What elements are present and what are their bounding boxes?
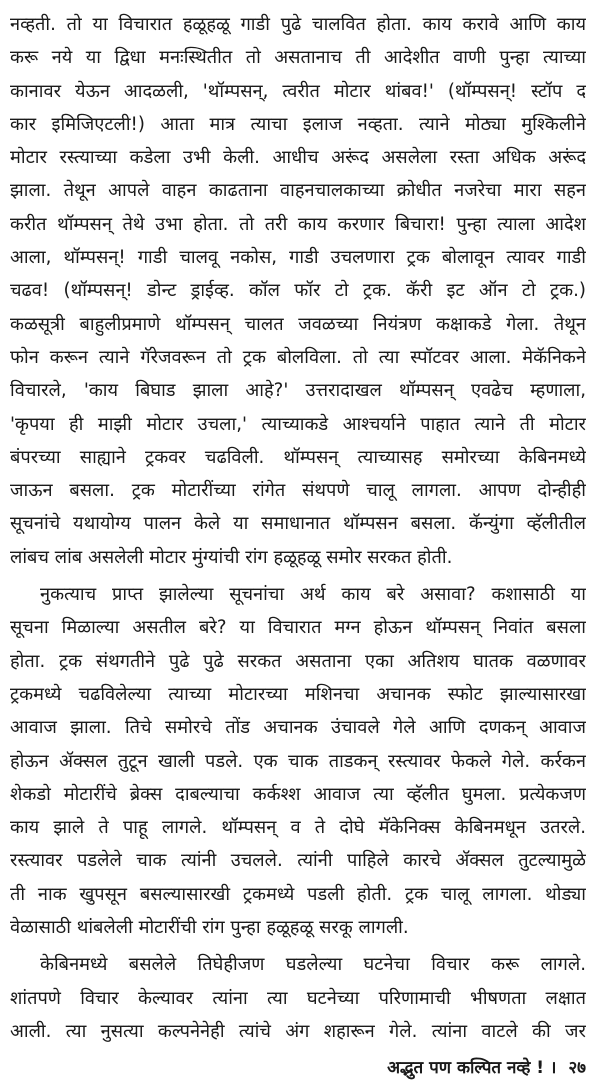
- text-line: करू नये या द्विधा मनःस्थितीत तो असतानाच ती आदेशीत वाणी पुन्हा त्याच्या: [10, 47, 586, 69]
- text-line: विचारले, 'काय बिघाड झाला आहे?' उत्तरादाखल थॉम्पसन् एवढेच म्हणाला,: [10, 380, 586, 402]
- page-footer: [387, 1055, 586, 1078]
- paragraph-3: [10, 948, 586, 1048]
- text-line: होऊन ॲक्सल तुटून खाली पडले. एक चाक ताडकन् रस्त्यावर फेकले गेले. कर्रकन: [10, 750, 586, 772]
- text-line: होता. ट्रक संथगतीने पुढे पुढे सरकत असताना एका अतिशय घातक वळणावर: [10, 650, 586, 672]
- text-line: शांतपणे विचार केल्यावर त्यांना त्या घटनेच्या परिणामाची भीषणता लक्षात: [10, 987, 586, 1009]
- text-line: कानावर येऊन आदळली, 'थॉम्पसन्, त्वरीत मोटार थांबव!' (थॉम्पसन्! स्टॉप द: [10, 80, 586, 102]
- text-line: आली. त्या नुसत्या कल्पनेनेही त्यांचे अंग शहारून गेले. त्यांना वाटले की जर: [10, 1020, 586, 1042]
- text-line: चढव! (थॉम्पसन्! डोन्ट ड्राईव्ह. कॉल फॉर टो ट्रक. कॅरी इट ऑन टो ट्रक.): [10, 280, 586, 302]
- footer-separator: ।: [549, 1058, 557, 1078]
- text-line: बंपरच्या साह्याने ट्रकवर चढविली. थॉम्पसन् त्याच्यासह समोरच्या केबिनमध्ये: [10, 446, 586, 468]
- text-line: ट्रकमध्ये चढविलेल्या त्याच्या मोटारच्या मशिनचा अचानक स्फोट झाल्यासारखा: [10, 683, 586, 705]
- running-title: अद्भुत पण कल्पित नव्हे !: [387, 1058, 545, 1078]
- text-line: सूचनांचे यथायोग्य पालन केले या समाधानात थॉम्पसन बसला. कॅन्युंगा व्हॅलीतील: [10, 513, 586, 535]
- text-line: नुकत्याच प्राप्त झालेल्या सूचनांचा अर्थ काय बरे असावा? कशासाठी या: [40, 584, 586, 606]
- paragraph-2: [10, 578, 586, 944]
- text-line: आला, थॉम्पसन्! गाडी चालवू नकोस, गाडी उचलणारा ट्रक बोलावून त्यावर गाडी: [10, 247, 586, 269]
- text-line: शेकडो मोटारींचे ब्रेक्स दाबल्याचा कर्कश्श आवाज त्या व्हॅलीत घुमला. प्रत्येकजण: [10, 783, 586, 805]
- text-line: जाऊन बसला. ट्रक मोटारींच्या रांगेत संथपणे चालू लागला. आपण दोन्हीही: [10, 480, 586, 502]
- text-line: मोटार रस्त्याच्या कडेला उभी केली. आधीच अरूंद असलेला रस्ता अधिक अरूंद: [10, 147, 586, 169]
- text-line: झाला. तेथून आपले वाहन काढताना वाहनचालकाच्या क्रोधीत नजरेचा मारा सहन: [10, 180, 586, 202]
- text-line: कार इमिजिएटली!) आता मात्र त्याचा इलाज नव्हता. त्याने मोठ्या मुश्किलीने: [10, 113, 586, 135]
- text-line: रस्त्यावर पडलेले चाक त्यांनी उचलले. त्यांनी पाहिले कारचे ॲक्सल तुटल्यामुळे: [10, 850, 586, 872]
- text-line: वेळासाठी थांबलेली मोटारींची रांग पुन्हा हळूहळू सरकू लागली.: [10, 917, 409, 939]
- body-text: [10, 8, 586, 1048]
- text-line: सूचना मिळाल्या असतील बरे? या विचारात मग्न होऊन थॉम्पसन् निवांत बसला: [10, 617, 586, 639]
- text-line: केबिनमध्ये बसलेले तिघेहीजण घडलेल्या घटनेचा विचार करू लागले.: [40, 954, 586, 976]
- page-number: २७: [568, 1058, 586, 1078]
- text-line: करीत थॉम्पसन् तेथे उभा होता. तो तरी काय करणार बिचारा! पुन्हा त्याला आदेश: [10, 213, 586, 235]
- text-line: नव्हती. तो या विचारात हळूहळू गाडी पुढे चालवित होता. काय करावे आणि काय: [10, 14, 586, 35]
- text-line: 'कृपया ही माझी मोटार उचला,' त्याच्याकडे आश्चर्याने पाहात त्याने ती मोटार: [10, 413, 586, 435]
- text-line: आवाज झाला. तिचे समोरचे तोंड अचानक उंचावले गेले आणि दणकन् आवाज: [10, 717, 586, 739]
- text-line: काय झाले ते पाहू लागले. थॉम्पसन् व ते दोघे मॅकेनिक्स केबिनमधून उतरले.: [10, 817, 586, 839]
- text-line: लांबच लांब असलेली मोटार मुंग्यांची रांग हळूहळू समोर सरकत होती.: [10, 546, 453, 568]
- text-line: फोन करून त्याने गॅरेजवरून तो ट्रक बोलविला. तो त्या स्पॉटवर आला. मेकॅनिकने: [10, 346, 586, 368]
- text-line: कळसूत्री बाहुलीप्रमाणे थॉम्पसन् चालत जवळच्या नियंत्रण कक्षाकडे गेला. तेथून: [10, 313, 586, 335]
- paragraph-1: [10, 8, 586, 574]
- text-line: ती नाक खुपसून बसल्यासारखी ट्रकमध्ये पडली होती. ट्रक चालू लागला. थोड्या: [10, 883, 586, 905]
